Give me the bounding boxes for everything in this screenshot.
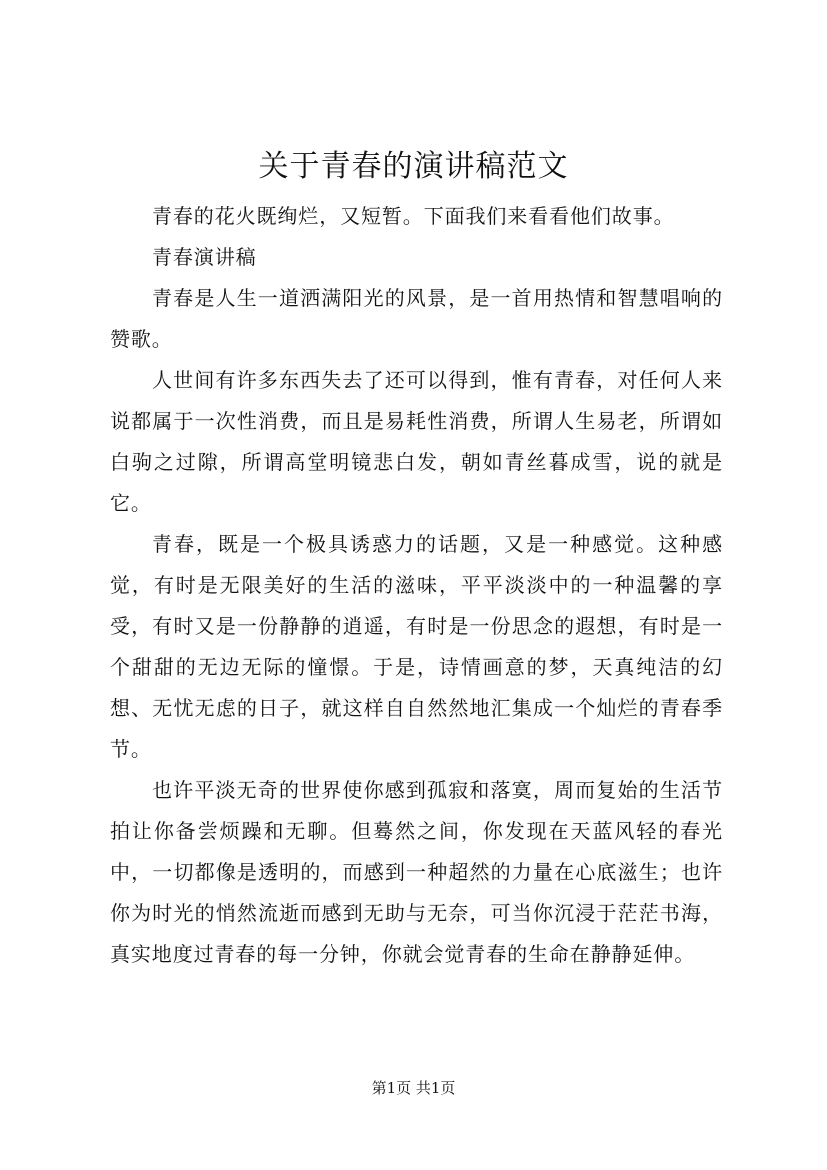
document-title: 关于青春的演讲稿范文 bbox=[258, 149, 569, 184]
paragraph-3: 青春，既是一个极具诱惑力的话题，又是一种感觉。这种感觉，有时是无限美好的生活的滋味，平平淡淡中的一种温馨的享受，有时又是一份静静的逍遥，有时是一份思念的遐想，有时是一个甜甜的无边无际的憧憬。于是，诗情画意的梦，天真纯洁的幻想、无忧无虑的日子，就这样自自然然地汇集成一个灿烂的青春季节。 bbox=[110, 532, 723, 761]
page-footer bbox=[0, 1078, 827, 1098]
paragraph-intro: 青春的花火既绚烂，又短暂。下面我们来看看他们故事。 bbox=[152, 204, 675, 228]
paragraph-2: 人世间有许多东西失去了还可以得到，惟有青春，对任何人来说都属于一次性消费，而且是易耗性消费，所谓人生易老，所谓如白驹之过隙，所谓高堂明镜悲白发，朝如青丝暮成雪，说的就是它。 bbox=[110, 368, 723, 515]
paragraph-subtitle: 青春演讲稿 bbox=[152, 245, 257, 269]
page-number-label: 第1页 共1页 bbox=[371, 1079, 456, 1097]
paragraph-1: 青春是人生一道洒满阳光的风景，是一首用热情和智慧唱响的赞歌。 bbox=[110, 286, 723, 351]
document-body bbox=[110, 196, 723, 975]
paragraph-4: 也许平淡无奇的世界使你感到孤寂和落寞，周而复始的生活节拍让你备尝烦躁和无聊。但蓦然之间，你发现在天蓝风轻的春光中，一切都像是透明的，而感到一种超然的力量在心底滋生；也许你为时光的悄然流逝而感到无助与无奈，可当你沉浸于茫茫书海，真实地度过青春的每一分钟，你就会觉青春的生命在静静延伸。 bbox=[110, 778, 723, 966]
